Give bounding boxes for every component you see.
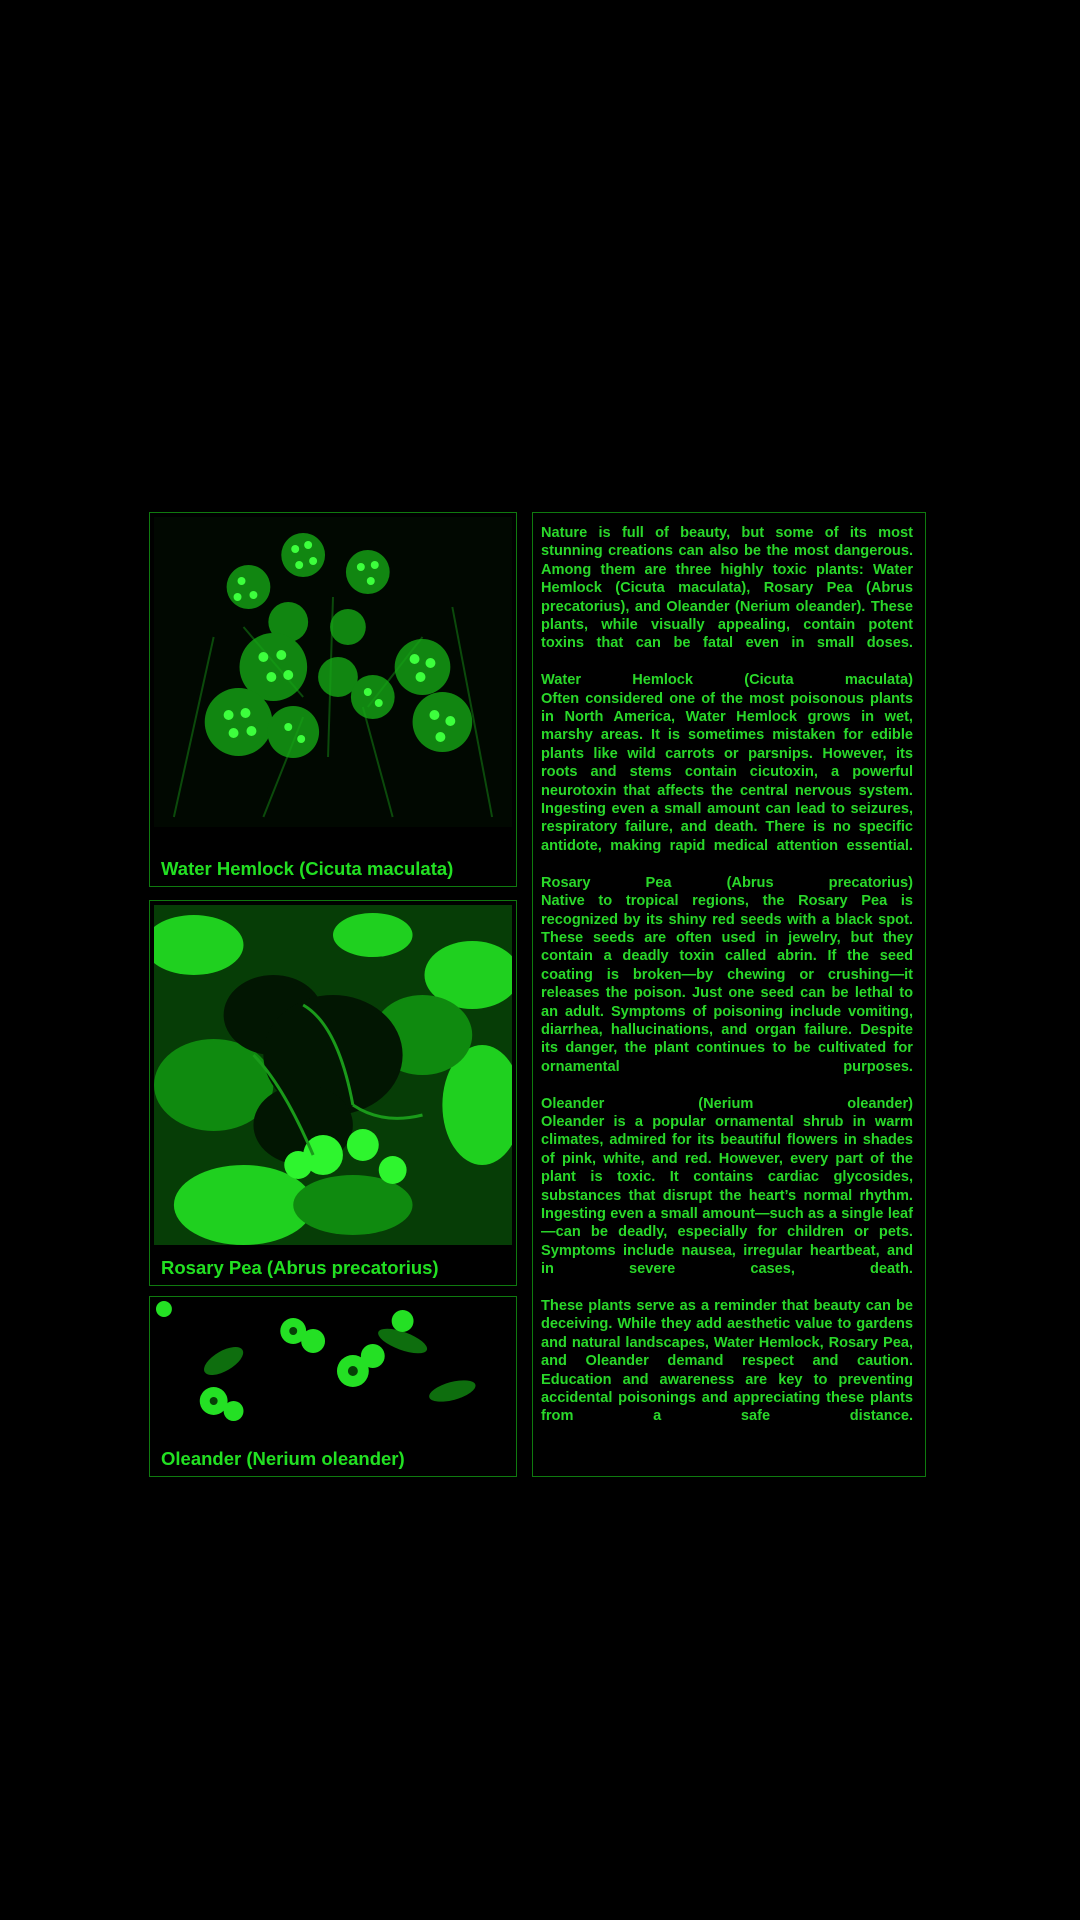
article-layout xyxy=(149,512,926,1477)
article-text-panel xyxy=(532,512,926,1477)
rosary-pea-photo xyxy=(154,905,512,1245)
conclusion-paragraph: These plants serve as a reminder that beauty can be deceiving. While they add aesthetic value to gardens and natural landscapes, Water Hemlock, Rosary Pea, and Oleander demand respect and caution. Education and awareness are key to preventing accidental poisonings and appreciating these plants from a safe distance. xyxy=(541,1298,913,1425)
rosary-pea-image xyxy=(154,905,512,1245)
section-heading: Water Hemlock (Cicuta maculata) xyxy=(541,672,913,689)
image-column xyxy=(149,512,519,1477)
plant-card-rosary-pea xyxy=(149,900,517,1286)
water-hemlock-image xyxy=(154,517,512,827)
water-hemlock-photo xyxy=(154,517,512,827)
section-body: Often considered one of the most poisonous plants in North America, Water Hemlock grows in wet, marshy areas. It is sometimes mistaken for edible plants like wild carrots or parsnips. However, its roots and stems contain cicutoxin, a powerful neurotoxin that affects the central nervous system. Ingesting even a small amount can lead to seizures, respiratory failure, and death. There is no specific antidote, making rapid medical attention essential. xyxy=(541,690,913,854)
section-oleander xyxy=(541,1095,913,1279)
oleander-photo xyxy=(154,1301,512,1436)
section-body: Native to tropical regions, the Rosary Pea is recognized by its shiny red seeds with a black spot. These seeds are often used in jewelry, but they contain a deadly toxin called abrin. If the seed coating is broken—by chewing or crushing—it releases the poison. Just one seed can be lethal to an adult. Symptoms of poisoning include vomiting, diarrhea, hallucinations, and organ failure. Despite its danger, the plant continues to be cultivated for ornamental purposes. xyxy=(541,893,913,1075)
section-heading: Oleander (Nerium oleander) xyxy=(541,1095,913,1112)
plant-card-water-hemlock xyxy=(149,512,517,887)
section-body: Oleander is a popular ornamental shrub in warm climates, admired for its beautiful flowers in shades of pink, white, and red. However, every part of the plant is toxic. It contains cardiac glycosides, substances that disrupt the heart’s normal rhythm. Ingesting even a small amount—such as a single leaf—can be deadly, especially for children or pets. Symptoms include nausea, irregular heartbeat, and in severe cases, death. xyxy=(541,1113,913,1278)
intro-paragraph: Nature is full of beauty, but some of its most stunning creations can also be the most dangerous. Among them are three highly toxic plants: Water Hemlock (Cicuta maculata), Rosary Pea (Abrus precatorius), and Oleander (Nerium oleander). These plants, while visually appealing, contain potent toxins that can be fatal even in small doses. xyxy=(541,525,913,652)
section-water-hemlock xyxy=(541,671,913,855)
rosary-pea-caption: Rosary Pea (Abrus precatorius) xyxy=(161,1257,439,1278)
plant-card-oleander xyxy=(149,1296,517,1477)
section-heading: Rosary Pea (Abrus precatorius) xyxy=(541,874,913,891)
oleander-image xyxy=(154,1301,512,1436)
section-rosary-pea xyxy=(541,874,913,1076)
water-hemlock-caption: Water Hemlock (Cicuta maculata) xyxy=(161,858,454,879)
oleander-caption: Oleander (Nerium oleander) xyxy=(161,1448,405,1469)
